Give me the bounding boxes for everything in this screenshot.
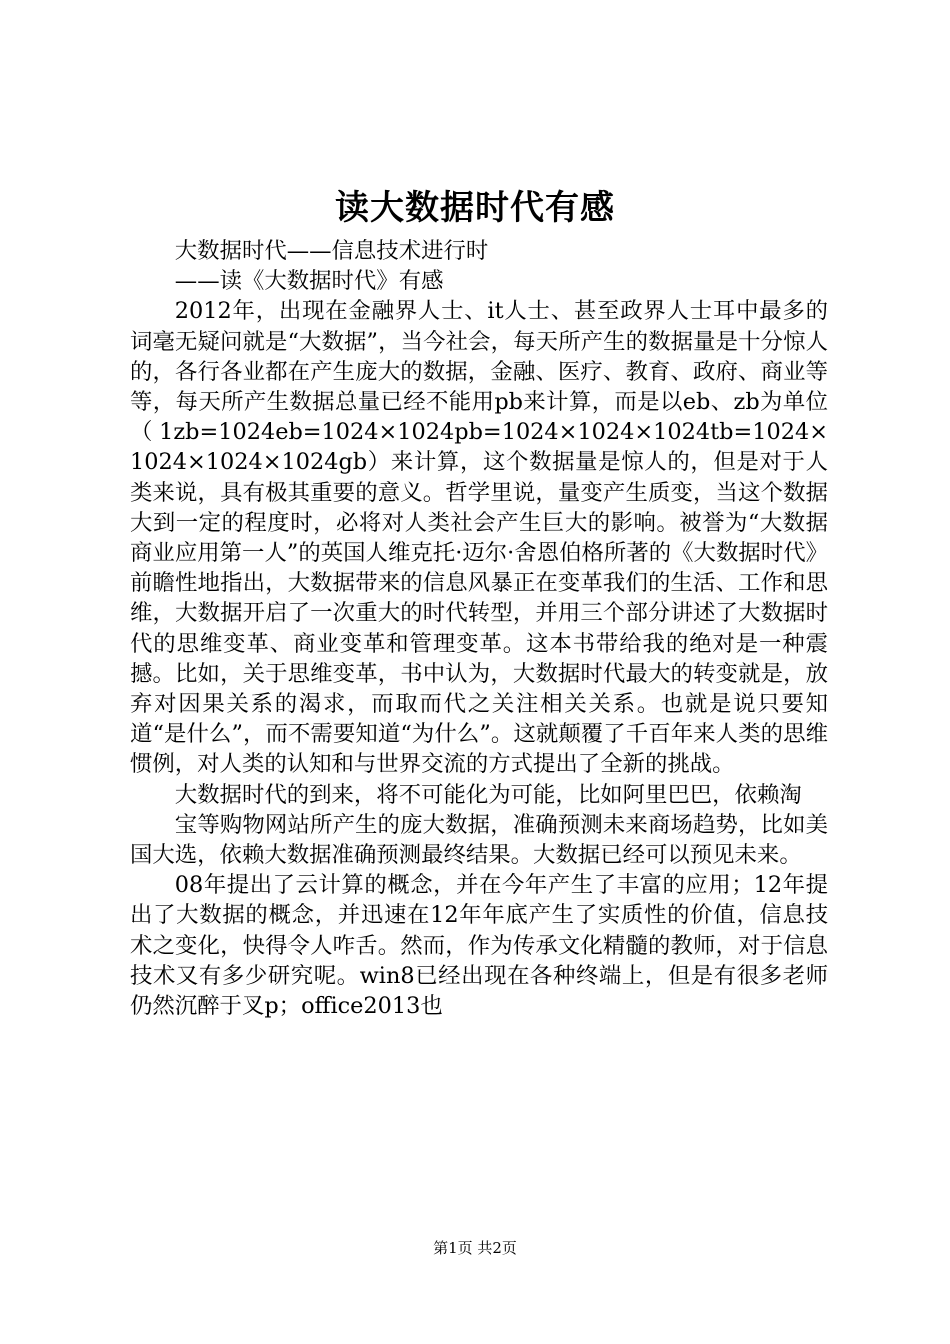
body-paragraph: 2012年，出现在金融界人士、it人士、甚至政界人士耳中最多的词毫无疑问就是“大数据”，当今社会，每天所产生的数据量是十分惊人的，各行各业都在产生庞大的数据，金融、医疗、教育、政府、商业等等，每天所产生数据总量已经不能用pb来计算，而是以eb、zb为单位（1zb=1024eb=1024×1024pb=1024×1024×1024tb=1024×1024×1024×1024gb）来计算，这个数据量是惊人的，但是对于人类来说，具有极其重要的意义。哲学里说，量变产生质变，当这个数据大到一定的程度时，必将对人类社会产生巨大的影响。被誉为“大数据商业应用第一人”的英国人维克托·迈尔·舍恩伯格所著的《大数据时代》前瞻性地指出，大数据带来的信息风暴正在变革我们的生活、工作和思维，大数据开启了一次重大的时代转型，并用三个部分讲述了大数据时代的思维变革、商业变革和管理变革。这本书带给我的绝对是一种震撼。比如，关于思维变革，书中认为，大数据时代最大的转变就是，放弃对因果关系的渴求，而取而代之关注相关关系。也就是说只要知道“是什么”，而不需要知道“为什么”。这就颠覆了千百年来人类的思维惯例，对人类的认知和与世界交流的方式提出了全新的挑战。 — [130, 298, 828, 778]
body-paragraph: 08年提出了云计算的概念，并在今年产生了丰富的应用；12年提出了大数据的概念，并迅速在12年年底产生了实质性的价值，信息技术之变化，快得令人咋舌。然而，作为传承文化精髓的教师，对于信息技术又有多少研究呢。win8已经出现在各种终端上，但是有很多老师仍然沉醉于叉p；office2013也 — [130, 872, 828, 1020]
subtitle-line: 大数据时代——信息技术进行时 — [174, 238, 489, 264]
page-number-footer: 第1页 共2页 — [433, 1239, 517, 1257]
subtitle-line: ——读《大数据时代》有感 — [174, 268, 444, 295]
document-title: 读大数据时代有感 — [335, 188, 615, 228]
document-body — [130, 236, 828, 1021]
body-paragraph: 宝等购物网站所产生的庞大数据，准确预测未来商场趋势，比如美国大选，依赖大数据准确预测最终结果。大数据已经可以预见未来。 — [130, 811, 828, 869]
body-paragraph: 大数据时代的到来，将不可能化为可能，比如阿里巴巴，依赖淘 — [174, 781, 802, 808]
